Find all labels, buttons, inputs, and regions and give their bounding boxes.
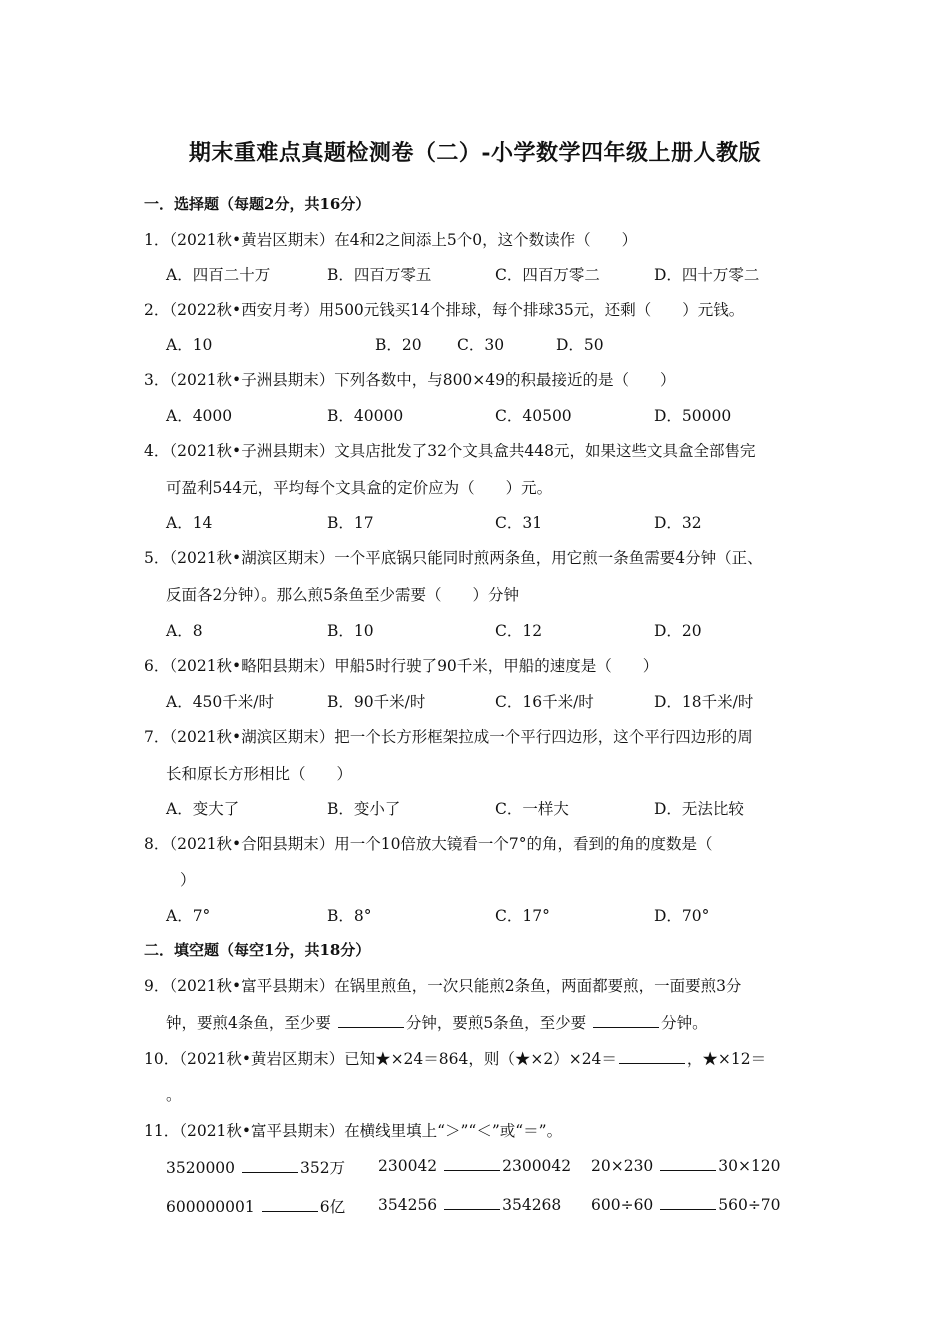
compare-right: 352万 <box>299 1159 346 1177</box>
option-d: D．18千米/时 <box>654 693 754 711</box>
question-3: 3．（2021秋•子洲县期末）下列各数中，与800×49的积最接近的是（ ） <box>144 371 676 389</box>
question-9-text-c: 分钟。 <box>661 1014 708 1032</box>
option-a: A．变大了 <box>166 800 240 818</box>
question-8-continued: ） <box>180 871 196 889</box>
option-a: A．四百二十万 <box>166 266 271 284</box>
answer-blank[interactable] <box>593 1013 659 1028</box>
question-9: 9．（2021秋•富平县期末）在锅里煎鱼，一次只能煎2条鱼，两面都要煎，一面要煎3分 <box>144 977 742 995</box>
answer-blank[interactable] <box>660 1195 716 1210</box>
option-a: A．4000 <box>166 407 233 425</box>
option-d: D．20 <box>654 622 702 640</box>
option-a: A．14 <box>166 514 213 532</box>
question-3-options <box>166 404 866 426</box>
question-2-options <box>166 333 866 355</box>
question-1-options <box>166 263 866 285</box>
question-1: 1．（2021秋•黄岩区期末）在4和2之间添上5个0，这个数读作（ ） <box>144 231 638 249</box>
section-fill-heading: 二．填空题（每空1分，共18分） <box>144 941 371 959</box>
option-b: B．8° <box>327 907 372 925</box>
question-10-text-b: ，★×12＝ <box>686 1050 767 1068</box>
option-a: A．7° <box>166 907 211 925</box>
question-7: 7．（2021秋•湖滨区期末）把一个长方形框架拉成一个平行四边形，这个平行四边形的周 <box>144 728 753 746</box>
compare-item <box>591 1156 781 1175</box>
option-c: C．30 <box>457 336 505 354</box>
answer-blank[interactable] <box>444 1156 500 1171</box>
option-b: B．17 <box>327 514 374 532</box>
option-b: B．40000 <box>327 407 404 425</box>
question-4-continued: 可盈利544元，平均每个文具盒的定价应为（ ）元。 <box>166 479 553 497</box>
option-d: D．50 <box>556 336 604 354</box>
option-a: A．8 <box>166 622 203 640</box>
compare-item <box>166 1156 345 1178</box>
option-d: D．50000 <box>654 407 732 425</box>
question-6-options <box>166 690 866 712</box>
compare-right: 30×120 <box>718 1157 781 1175</box>
question-7-options <box>166 797 866 819</box>
answer-blank[interactable] <box>444 1195 500 1210</box>
question-10-continued: 。 <box>166 1086 182 1104</box>
compare-left: 600÷60 <box>591 1196 654 1214</box>
option-b: B．变小了 <box>327 800 401 818</box>
answer-blank[interactable] <box>242 1158 298 1173</box>
question-10-text-a: 10．（2021秋•黄岩区期末）已知★×24＝864，则（★×2）×24＝ <box>144 1050 617 1068</box>
compare-item <box>378 1195 561 1214</box>
compare-right: 6亿 <box>319 1198 346 1216</box>
option-b: B．10 <box>327 622 374 640</box>
question-5-continued: 反面各2分钟）。那么煎5条鱼至少需要（ ）分钟 <box>166 586 519 604</box>
option-c: C．12 <box>495 622 543 640</box>
question-8-options <box>166 904 866 926</box>
option-a: A．10 <box>166 336 213 354</box>
question-9-continued <box>166 1011 708 1033</box>
question-2: 2．（2022秋•西安月考）用500元钱买14个排球，每个排球35元，还剩（ ）元钱。 <box>144 301 745 319</box>
compare-right: 2300042 <box>502 1157 572 1175</box>
option-b: B．四百万零五 <box>327 266 432 284</box>
question-7-continued: 长和原长方形相比（ ） <box>166 765 353 783</box>
answer-blank[interactable] <box>660 1156 716 1171</box>
question-6: 6．（2021秋•略阳县期末）甲船5时行驶了90千米，甲船的速度是（ ） <box>144 657 659 675</box>
compare-item <box>166 1195 345 1217</box>
answer-blank[interactable] <box>262 1197 318 1212</box>
compare-right: 560÷70 <box>718 1196 781 1214</box>
question-9-text-b: 分钟，要煎5条鱼，至少要 <box>405 1014 587 1032</box>
compare-left: 3520000 <box>166 1159 236 1177</box>
option-c: C．16千米/时 <box>495 693 594 711</box>
option-d: D．32 <box>654 514 702 532</box>
option-c: C．40500 <box>495 407 572 425</box>
answer-blank[interactable] <box>338 1013 404 1028</box>
option-c: C．一样大 <box>495 800 569 818</box>
section-choice-heading: 一．选择题（每题2分，共16分） <box>144 195 371 213</box>
question-11: 11．（2021秋•富平县期末）在横线里填上“＞”“＜”或“＝”。 <box>144 1122 563 1140</box>
question-5-options <box>166 619 866 641</box>
option-d: D．无法比较 <box>654 800 744 818</box>
question-9-text-a: 钟，要煎4条鱼，至少要 <box>166 1014 331 1032</box>
option-b: B．20 <box>375 336 422 354</box>
option-d: D．70° <box>654 907 710 925</box>
compare-left: 354256 <box>378 1196 438 1214</box>
option-c: C．四百万零二 <box>495 266 600 284</box>
question-8: 8．（2021秋•合阳县期末）用一个10倍放大镜看一个7°的角，看到的角的度数是（ <box>144 835 713 853</box>
compare-right: 354268 <box>502 1196 562 1214</box>
question-4: 4．（2021秋•子洲县期末）文具店批发了32个文具盒共448元，如果这些文具盒全部售完 <box>144 442 756 460</box>
option-b: B．90千米/时 <box>327 693 426 711</box>
question-10 <box>144 1047 766 1069</box>
option-d: D．四十万零二 <box>654 266 760 284</box>
option-c: C．31 <box>495 514 543 532</box>
option-c: C．17° <box>495 907 550 925</box>
compare-item <box>591 1195 781 1214</box>
option-a: A．450千米/时 <box>166 693 275 711</box>
compare-left: 20×230 <box>591 1157 654 1175</box>
page-title: 期末重难点真题检测卷（二）-小学数学四年级上册人教版 <box>188 140 762 166</box>
compare-left: 230042 <box>378 1157 438 1175</box>
answer-blank[interactable] <box>619 1049 685 1064</box>
compare-left: 600000001 <box>166 1198 255 1216</box>
question-4-options <box>166 511 866 533</box>
question-5: 5．（2021秋•湖滨区期末）一个平底锅只能同时煎两条鱼，用它煎一条鱼需要4分钟（正、 <box>144 549 763 567</box>
compare-item <box>378 1156 571 1175</box>
